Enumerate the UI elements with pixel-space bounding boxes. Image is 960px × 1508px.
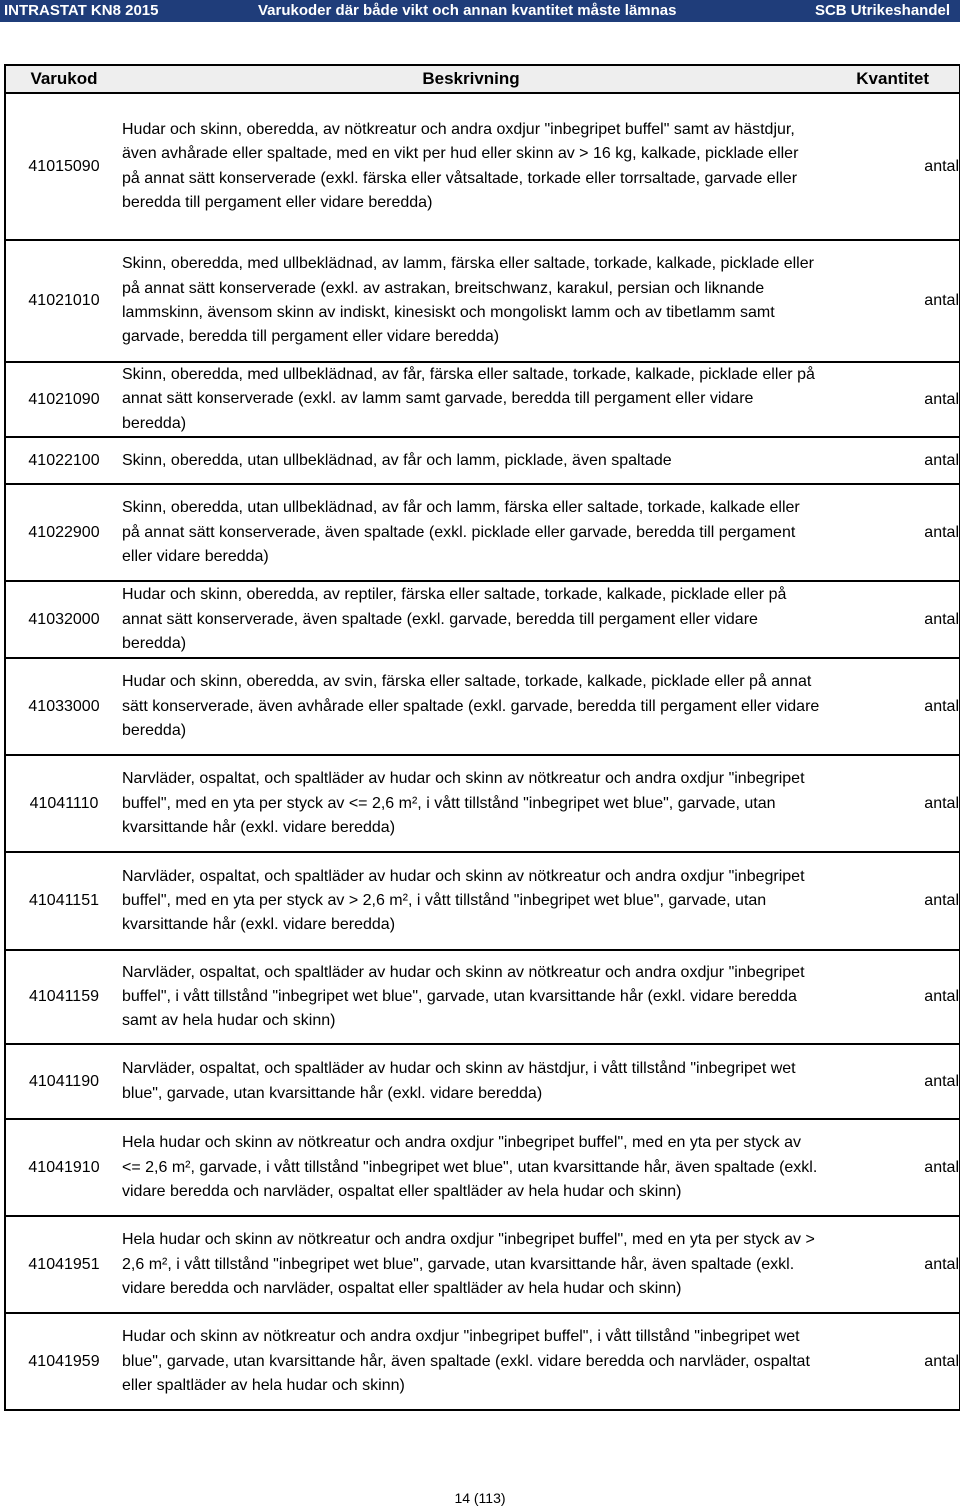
table-row [5,950,960,1044]
row-quantity: antal [820,240,960,362]
row-description: Hudar och skinn av nötkreatur och andra oxdjur "inbegripet buffel", i vått tillstånd "inbegripet wet blue", garvade, utan kvarsittande hår, även spaltade (exkl. vidare beredda och narvläder, ospaltat eller spaltläder av hela hudar och skinn) [122,1328,810,1394]
table-header-row [5,65,960,93]
table-row [5,362,960,437]
row-quantity: antal [820,1119,960,1216]
row-code: 41041959 [5,1313,122,1410]
row-description: Narvläder, ospaltat, och spaltläder av hudar och skinn av hästdjur, i vått tillstånd "inbegripet wet blue", garvade, utan kvarsittande hår (exkl. vidare beredda) [122,1060,796,1102]
row-quantity: antal [820,1044,960,1119]
table-row [5,93,960,240]
row-quantity: antal [820,484,960,581]
row-quantity: antal [820,755,960,852]
row-code: 41041951 [5,1216,122,1313]
row-code: 41041910 [5,1119,122,1216]
row-code: 41033000 [5,658,122,755]
column-header-description: Beskrivning [122,65,820,93]
row-quantity: antal [820,581,960,658]
row-code: 41032000 [5,581,122,658]
table-row [5,755,960,852]
row-description: Narvläder, ospaltat, och spaltläder av hudar och skinn av nötkreatur och andra oxdjur "inbegripet buffel", med en yta per styck av <= 2,6 m², i vått tillstånd "inbegripet wet blue", garvade, utan kvarsittande hår (exkl. vidare beredda) [122,770,805,836]
row-quantity: antal [820,362,960,437]
commodity-code-table [4,64,960,1411]
column-header-quantity: Kvantitet [820,65,960,93]
header-left-title: INTRASTAT KN8 2015 [4,2,159,19]
row-quantity: antal [820,437,960,484]
row-code: 41021090 [5,362,122,437]
table-row [5,1044,960,1119]
document-header [0,0,960,22]
row-quantity: antal [820,1216,960,1313]
row-quantity: antal [820,1313,960,1410]
row-description: Hela hudar och skinn av nötkreatur och andra oxdjur "inbegripet buffel", med en yta per styck av <= 2,6 m², garvade, i vått tillstånd "inbegripet wet blue", utan kvarsittande hår, även spaltade (exkl. vidare beredda och narvläder, ospaltat eller spaltläder av hela hudar och skinn) [122,1134,818,1200]
table-row [5,1119,960,1216]
row-code: 41041151 [5,852,122,950]
table-row [5,581,960,658]
row-quantity: antal [820,950,960,1044]
row-code: 41021010 [5,240,122,362]
row-description: Hudar och skinn, oberedda, av reptiler, färska eller saltade, torkade, kalkade, picklade eller på annat sätt konserverade, även spaltade (exkl. garvade, beredda till pergament eller vidare beredda) [122,586,787,652]
row-description: Skinn, oberedda, med ullbeklädnad, av får, färska eller saltade, torkade, kalkade, picklade eller på annat sätt konserverade (exkl. av lamm samt garvade, beredda till pergament eller vidare beredda) [122,366,815,432]
table-row [5,658,960,755]
row-description: Skinn, oberedda, med ullbeklädnad, av lamm, färska eller saltade, torkade, kalkade, picklade eller på annat sätt konserverade (exkl. av astrakan, breitschwanz, karakul, persian och liknande lammskinn, ävensom skinn av indiskt, kinesiskt och mongoliskt lamm och av tibetlamm samt garvade, beredda till pergament eller vidare beredda) [122,255,814,346]
column-header-code: Varukod [5,65,122,93]
table-row [5,1216,960,1313]
row-description: Narvläder, ospaltat, och spaltläder av hudar och skinn av nötkreatur och andra oxdjur "inbegripet buffel", i vått tillstånd "inbegripet wet blue", garvade, utan kvarsittande hår (exkl. vidare beredda samt av hela hudar och skinn) [122,963,805,1030]
header-center-title: Varukoder där både vikt och annan kvantitet måste lämnas [258,2,677,19]
table-row [5,1313,960,1410]
row-quantity: antal [820,658,960,755]
row-description: Narvläder, ospaltat, och spaltläder av hudar och skinn av nötkreatur och andra oxdjur "inbegripet buffel", med en yta per styck av > 2,6 m², i vått tillstånd "inbegripet wet blue", garvade, utan kvarsittande hår (exkl. vidare beredda) [122,867,805,934]
row-code: 41022900 [5,484,122,581]
row-description: Hudar och skinn, oberedda, av svin, färska eller saltade, torkade, kalkade, picklade eller på annat sätt konserverade, även avhårade eller spaltade (exkl. garvade, beredda till pergament eller vidare beredda) [122,673,820,739]
row-code: 41022100 [5,437,122,484]
row-description: Skinn, oberedda, utan ullbeklädnad, av får och lamm, färska eller saltade, torkade, kalkade eller på annat sätt konserverade, även spaltade (exkl. picklade eller garvade, beredda till pergament eller vidare beredda) [122,499,800,565]
row-code: 41041159 [5,950,122,1044]
row-code: 41015090 [5,93,122,240]
row-description: Skinn, oberedda, utan ullbeklädnad, av får och lamm, picklade, även spaltade [122,451,672,469]
table-row [5,240,960,362]
page-number: 14 (113) [454,1490,506,1506]
table-row [5,852,960,950]
row-code: 41041110 [5,755,122,852]
row-quantity: antal [820,852,960,950]
table-row [5,437,960,484]
row-quantity: antal [820,93,960,240]
table-row [5,484,960,581]
row-description: Hela hudar och skinn av nötkreatur och andra oxdjur "inbegripet buffel", med en yta per styck av > 2,6 m², i vått tillstånd "inbegripet wet blue", garvade, utan kvarsittande hår, även spaltade (exkl. vidare beredda och narvläder, ospaltat eller spaltläder av hela hudar och skinn) [122,1231,815,1297]
row-code: 41041190 [5,1044,122,1119]
row-description: Hudar och skinn, oberedda, av nötkreatur och andra oxdjur "inbegripet buffel" samt av hästdjur, även avhårade eller spaltade, med en vikt per hud eller skinn av > 16 kg, kalkade, picklade eller på annat sätt konserverade (exkl. färska eller våtsaltade, torkade eller torrsaltade, garvade eller beredda till pergament eller vidare beredda) [122,120,799,211]
header-right-title: SCB Utrikeshandel [814,2,950,19]
